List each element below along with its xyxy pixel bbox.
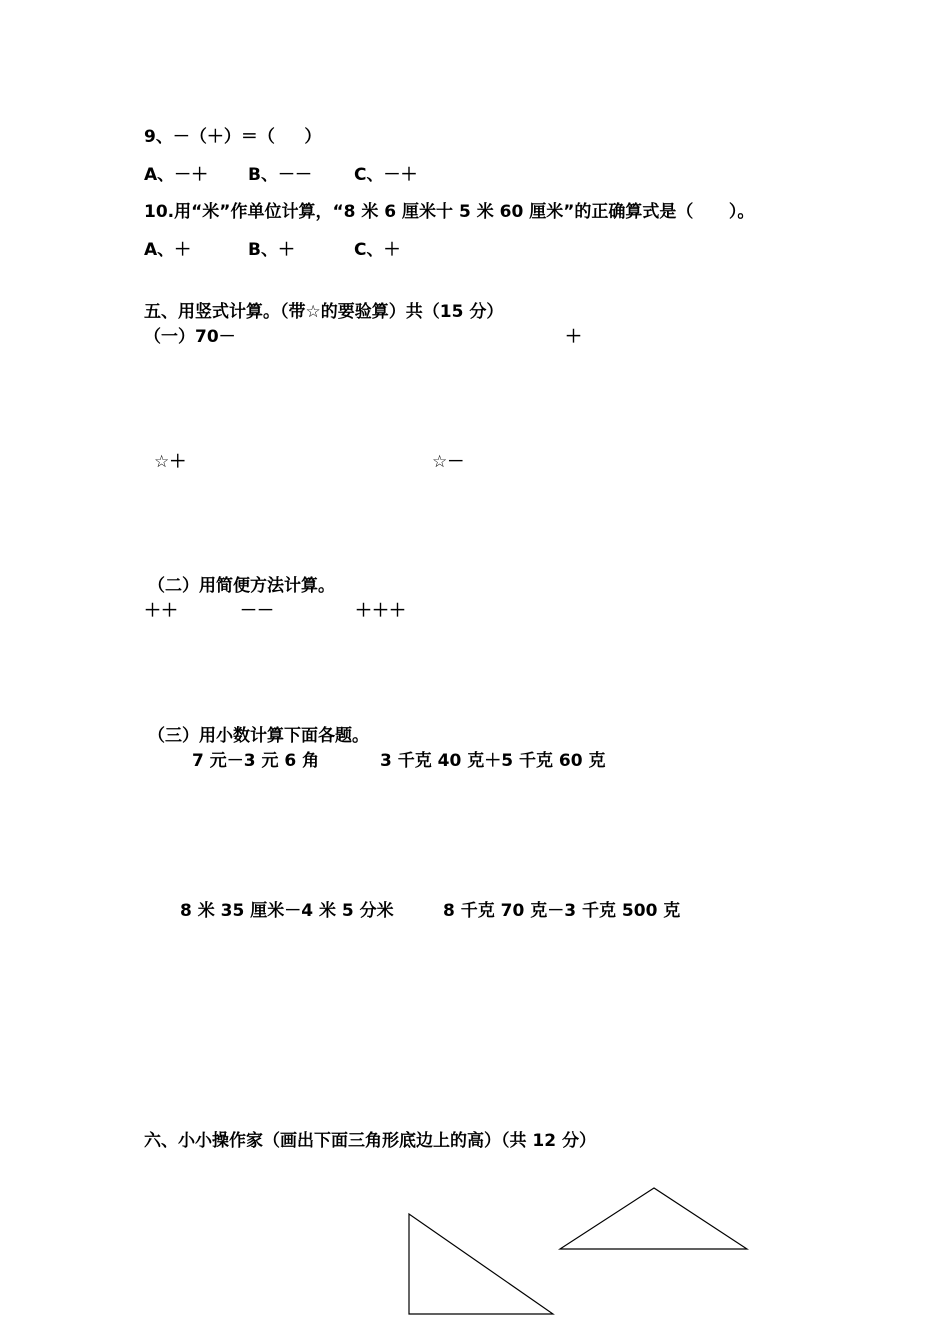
part-1-star-expression-2: ☆－: [432, 452, 465, 472]
part-2-label: （二）用简便方法计算。: [148, 576, 335, 596]
part-3-problem-4: 8 千克 70 克－3 千克 500 克: [443, 901, 681, 921]
part-2-expression-1: ＋＋: [144, 601, 178, 621]
part-2-expression-3: ＋＋＋: [355, 601, 406, 621]
part-3-label: （三）用小数计算下面各题。: [148, 726, 369, 746]
question-10-option-b: B、＋: [248, 240, 295, 260]
right-triangle: [409, 1214, 553, 1314]
part-1-star-expression-1: ☆＋: [154, 452, 187, 472]
question-10-option-a: A、＋: [144, 240, 192, 260]
question-9-option-b: B、－－: [248, 165, 312, 185]
question-10-stem: 10.用“米”作单位计算，“8 米 6 厘米十 5 米 60 厘米”的正确算式是（ ）。: [144, 202, 755, 222]
obtuse-triangle: [560, 1188, 747, 1249]
question-10-option-c: C、＋: [354, 240, 401, 260]
question-9-option-a: A、－＋: [144, 165, 209, 185]
part-1-label: （一）70－: [144, 327, 236, 347]
part-3-problem-1: 7 元－3 元 6 角: [192, 751, 320, 771]
section-6-heading: 六、小小操作家（画出下面三角形底边上的高）（共 12 分）: [144, 1131, 596, 1151]
question-9-stem: 9、－（＋）＝（ ）: [144, 127, 322, 147]
obtuse-triangle-figure: [553, 1183, 753, 1255]
part-1-expression-right: ＋: [565, 327, 582, 347]
right-triangle-figure: [402, 1208, 562, 1318]
part-3-problem-3: 8 米 35 厘米－4 米 5 分米: [180, 901, 394, 921]
section-5-heading: 五、用竖式计算。（带☆的要验算）共（15 分）: [144, 302, 504, 322]
part-3-problem-2: 3 千克 40 克＋5 千克 60 克: [380, 751, 606, 771]
question-9-option-c: C、－＋: [354, 165, 418, 185]
part-2-expression-2: －－: [240, 601, 274, 621]
